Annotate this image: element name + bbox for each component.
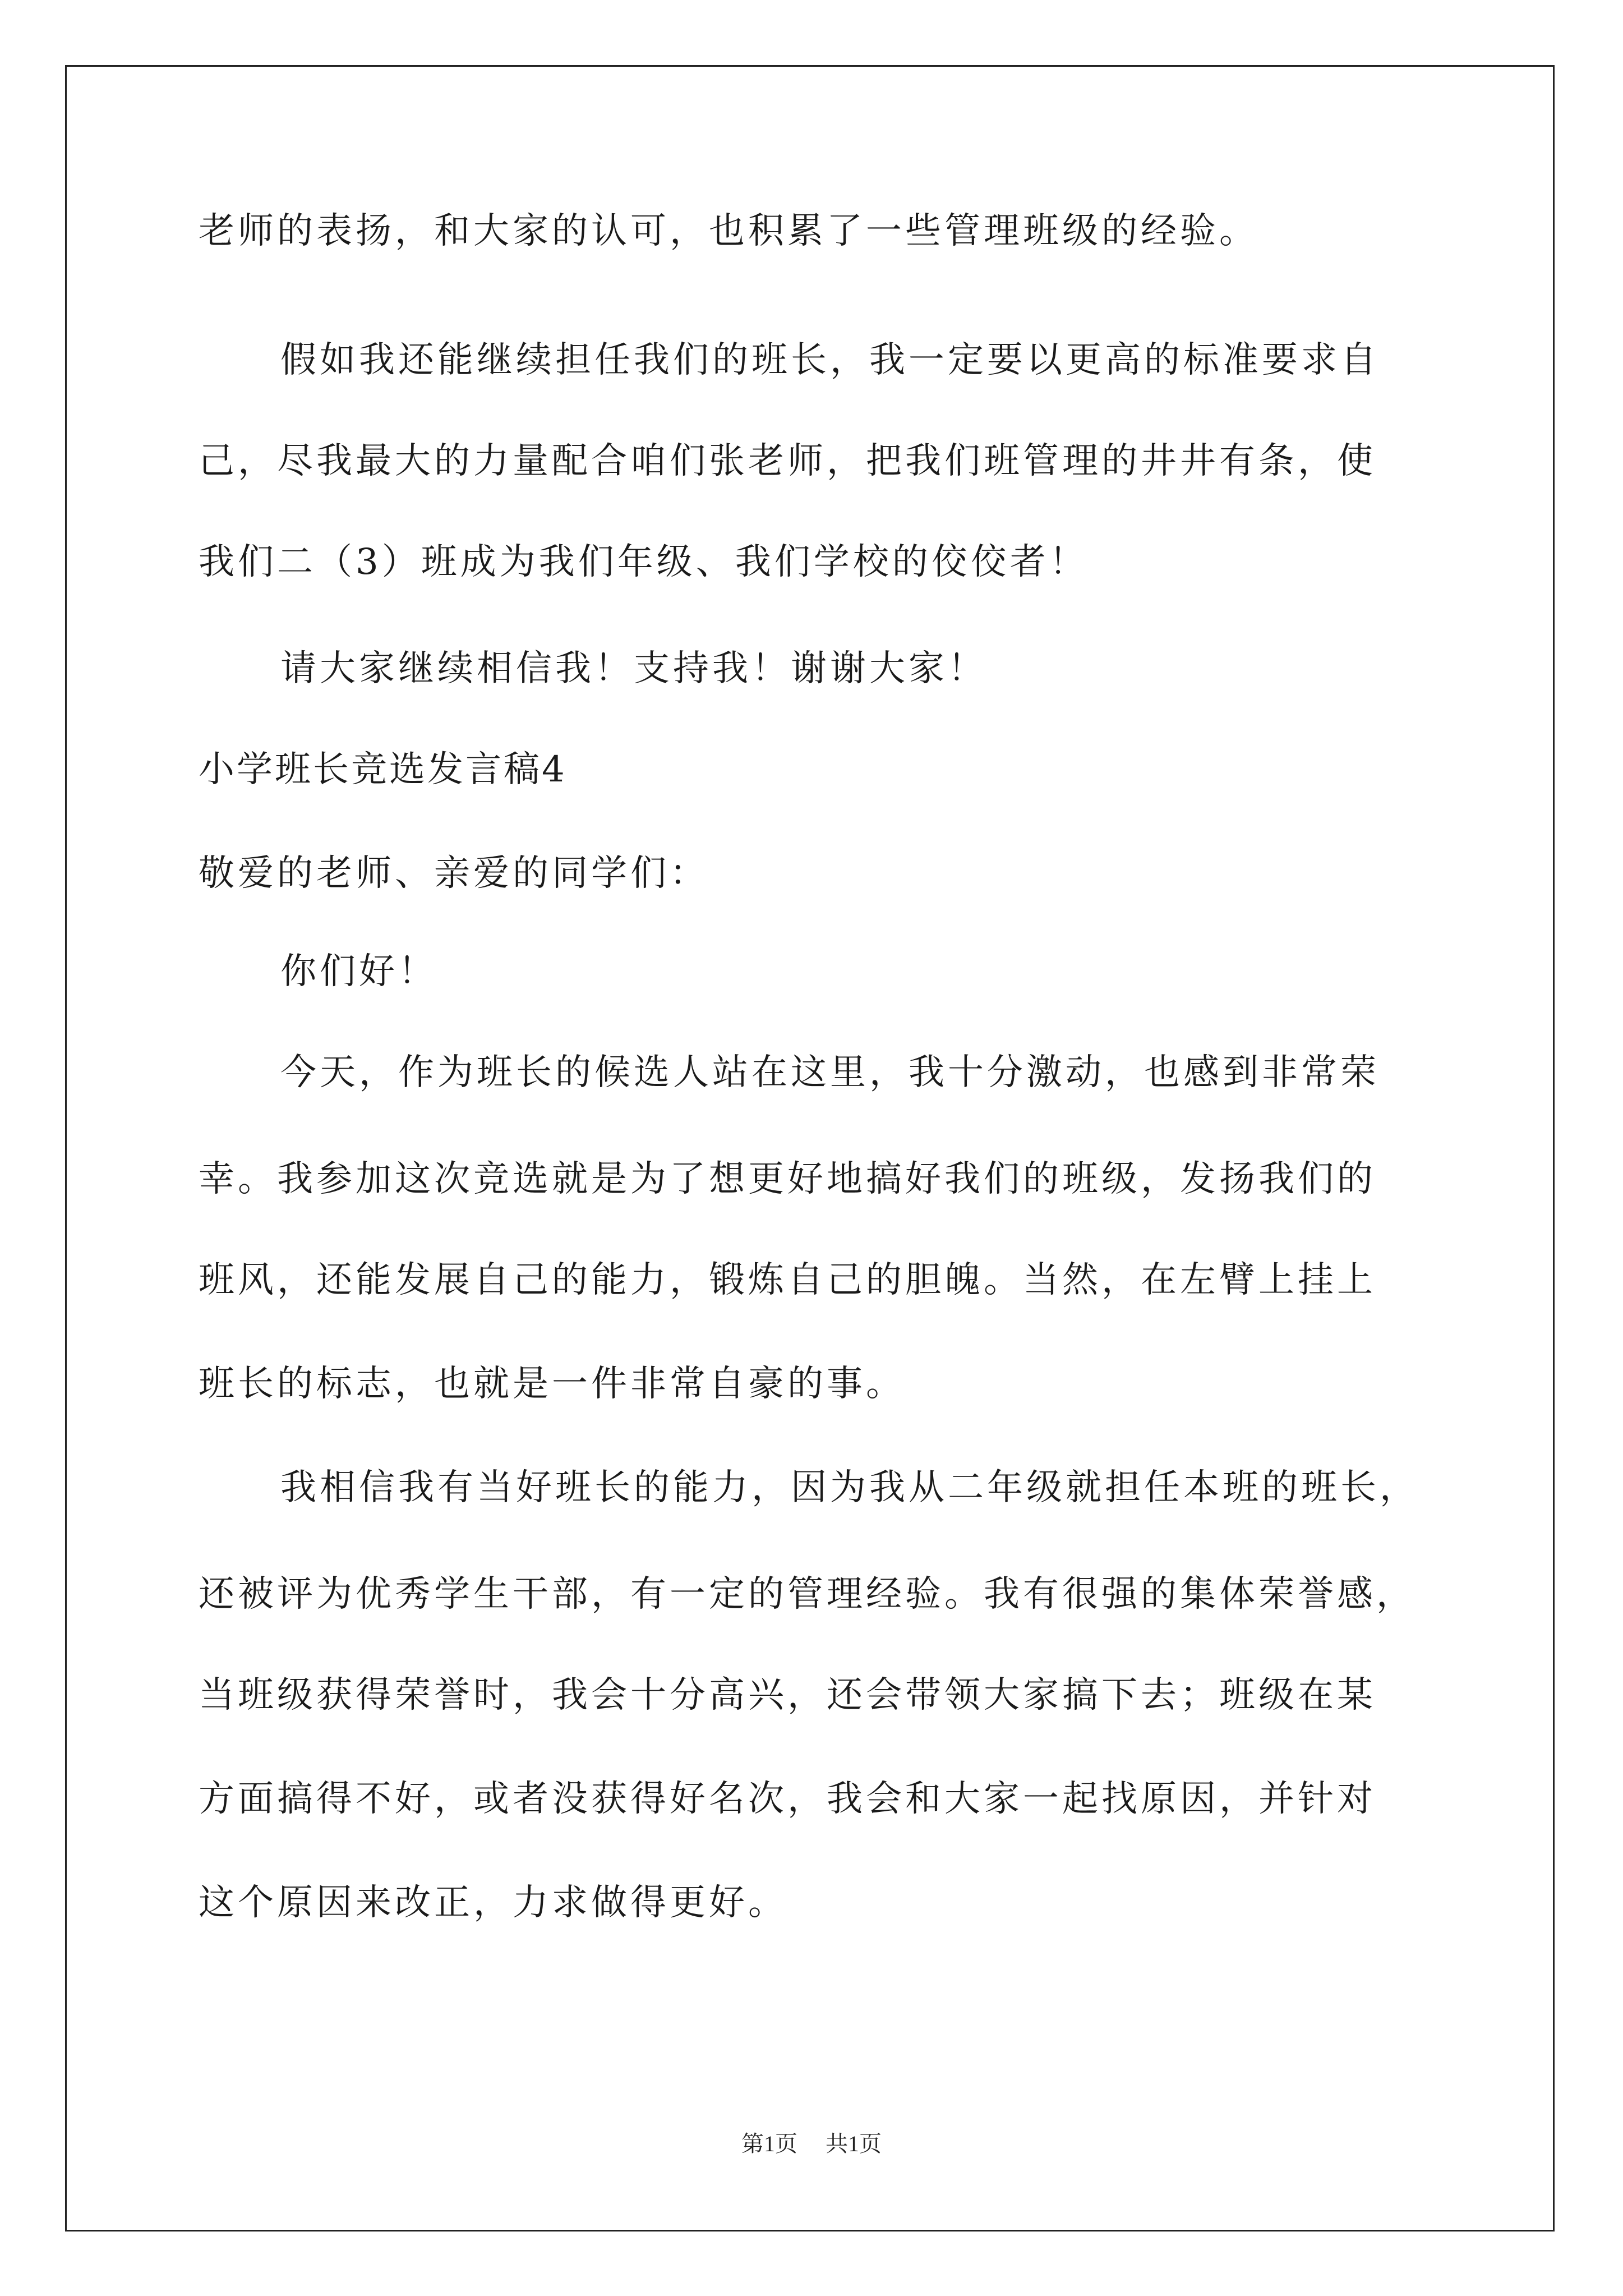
text-line: 我相信我有当好班长的能力，因为我从二年级就担任本班的班长， [280,1467,1419,1508]
greeting: 你们好！ [280,951,437,992]
text-line: 这个原因来改正，力求做得更好。 [199,1882,787,1924]
page-total: 共1页 [826,2131,882,2156]
page-number: 第1页 [741,2131,797,2156]
text-line: 己，尽我最大的力量配合咱们张老师，把我们班管理的井井有条，使 [199,440,1376,482]
text-line: 还被评为优秀学生干部，有一定的管理经验。我有很强的集体荣誉感， [199,1573,1415,1615]
text-line: 老师的表扬，和大家的认可，也积累了一些管理班级的经验。 [199,210,1258,252]
text-line: 我们二（3）班成为我们年级、我们学校的佼佼者！ [199,541,1089,583]
text-line: 当班级获得荣誉时，我会十分高兴，还会带领大家搞下去；班级在某 [199,1674,1376,1716]
text-line: 幸。我参加这次竞选就是为了想更好地搞好我们的班级，发扬我们的 [199,1158,1376,1200]
text-line: 假如我还能继续担任我们的班长，我一定要以更高的标准要求自 [280,339,1380,381]
text-line: 班风，还能发展自己的能力，锻炼自己的胆魄。当然，在左臂上挂上 [199,1259,1376,1301]
text-line: 方面搞得不好，或者没获得好名次，我会和大家一起找原因，并针对 [199,1778,1376,1820]
text-line: 今天，作为班长的候选人站在这里，我十分激动，也感到非常荣 [280,1052,1380,1093]
text-line: 请大家继续相信我！支持我！谢谢大家！ [280,648,987,689]
salutation: 敬爱的老师、亲爱的同学们： [199,853,709,894]
page-footer [0,2126,1623,2158]
section-heading: 小学班长竞选发言稿4 [199,749,567,790]
text-line: 班长的标志，也就是一件非常自豪的事。 [199,1363,905,1405]
